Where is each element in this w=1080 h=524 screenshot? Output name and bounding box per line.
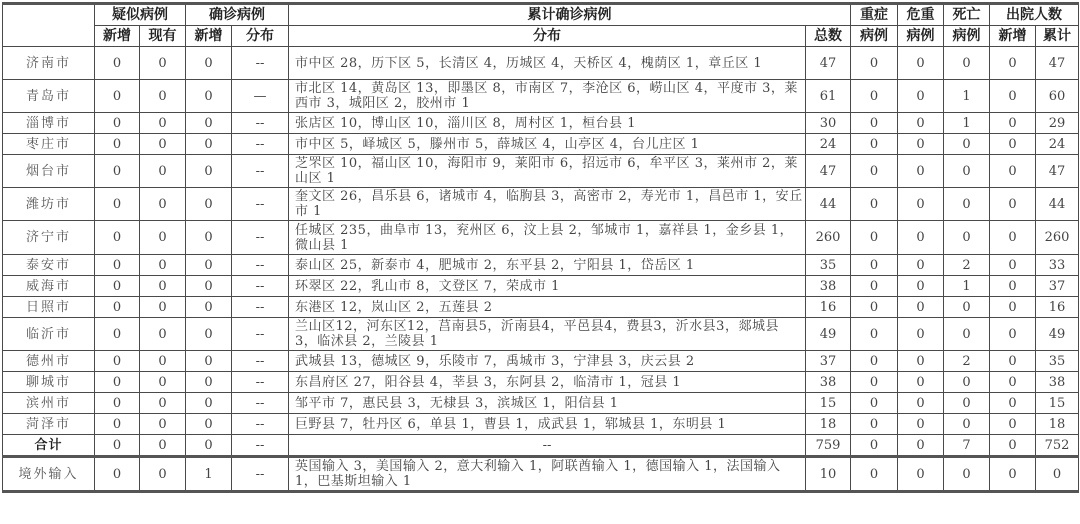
severe-cell: 0 <box>851 80 898 113</box>
cumulative-distribution-cell: 东昌府区 27，阳谷县 4，莘县 3，东阿县 2，临清市 1，冠县 1 <box>289 372 806 393</box>
critical-cell: 0 <box>898 457 944 492</box>
discharged-new-cell: 0 <box>990 457 1036 492</box>
cumulative-distribution-cell: 市北区 14，黄岛区 13，即墨区 8，市南区 7，李沧区 6，崂山区 4，平度市 3，莱西市 3，城阳区 2，胶州市 1 <box>289 80 806 113</box>
suspected-new-cell: 0 <box>95 435 140 457</box>
deaths-cell: 2 <box>944 255 990 276</box>
deaths-cell: 0 <box>944 318 990 351</box>
table-row <box>3 113 1079 134</box>
deaths-cell: 1 <box>944 113 990 134</box>
severe-cell: 0 <box>851 113 898 134</box>
suspected-current-cell: 0 <box>140 80 186 113</box>
critical-cell: 0 <box>898 393 944 414</box>
suspected-current-cell: 0 <box>140 297 186 318</box>
critical-cell: 0 <box>898 155 944 188</box>
table-row <box>3 297 1079 318</box>
critical-cell: 0 <box>898 276 944 297</box>
severe-cell: 0 <box>851 255 898 276</box>
confirmed-distribution-cell: -- <box>232 221 289 255</box>
confirmed-distribution-cell: -- <box>232 435 289 457</box>
confirmed-new-cell: 0 <box>186 80 232 113</box>
discharged-new-cell: 0 <box>990 134 1036 155</box>
discharged-cumulative-cell: 37 <box>1036 276 1079 297</box>
covid-case-table <box>2 2 1079 493</box>
discharged-new-cell: 0 <box>990 297 1036 318</box>
severe-cell: 0 <box>851 435 898 457</box>
confirmed-distribution-cell: -- <box>232 47 289 80</box>
confirmed-distribution-cell: -- <box>232 414 289 435</box>
confirmed-new-cell: 0 <box>186 134 232 155</box>
confirmed-distribution-cell: -- <box>232 372 289 393</box>
suspected-new-cell: 0 <box>95 155 140 188</box>
total-cell: 260 <box>806 221 851 255</box>
discharged-cumulative-cell: 0 <box>1036 457 1079 492</box>
confirmed-new-cell: 1 <box>186 457 232 492</box>
city-cell: 德州市 <box>3 351 95 372</box>
suspected-current-cell: 0 <box>140 435 186 457</box>
header-suspected-new: 新增 <box>95 26 140 47</box>
header-suspected: 疑似病例 <box>95 4 186 26</box>
table-row <box>3 155 1079 188</box>
deaths-cell: 2 <box>944 351 990 372</box>
discharged-cumulative-cell: 15 <box>1036 393 1079 414</box>
city-cell: 淄博市 <box>3 113 95 134</box>
confirmed-new-cell: 0 <box>186 276 232 297</box>
table-row <box>3 80 1079 113</box>
deaths-cell: 1 <box>944 80 990 113</box>
suspected-new-cell: 0 <box>95 80 140 113</box>
confirmed-distribution-cell: -- <box>232 351 289 372</box>
confirmed-distribution-cell: -- <box>232 113 289 134</box>
confirmed-new-cell: 0 <box>186 188 232 221</box>
cumulative-distribution-cell: 泰山区 25，新泰市 4，肥城市 2，东平县 2，宁阳县 1，岱岳区 1 <box>289 255 806 276</box>
discharged-new-cell: 0 <box>990 113 1036 134</box>
discharged-new-cell: 0 <box>990 255 1036 276</box>
cumulative-distribution-cell: 邹平市 7，惠民县 3，无棣县 3，滨城区 1，阳信县 1 <box>289 393 806 414</box>
confirmed-distribution-cell: -- <box>232 297 289 318</box>
discharged-cumulative-cell: 752 <box>1036 435 1079 457</box>
critical-cell: 0 <box>898 435 944 457</box>
cumulative-distribution-cell: 奎文区 26，昌乐县 6，诸城市 4，临朐县 3，高密市 2，寿光市 1，昌邑市 1，安丘市 1 <box>289 188 806 221</box>
severe-cell: 0 <box>851 351 898 372</box>
suspected-new-cell: 0 <box>95 276 140 297</box>
discharged-new-cell: 0 <box>990 155 1036 188</box>
discharged-cumulative-cell: 49 <box>1036 318 1079 351</box>
discharged-new-cell: 0 <box>990 318 1036 351</box>
discharged-cumulative-cell: 60 <box>1036 80 1079 113</box>
deaths-cell: 0 <box>944 457 990 492</box>
total-cell: 38 <box>806 372 851 393</box>
discharged-new-cell: 0 <box>990 47 1036 80</box>
discharged-cumulative-cell: 38 <box>1036 372 1079 393</box>
header-discharged-cumulative: 累计 <box>1036 26 1079 47</box>
total-cell: 49 <box>806 318 851 351</box>
suspected-new-cell: 0 <box>95 188 140 221</box>
discharged-cumulative-cell: 24 <box>1036 134 1079 155</box>
critical-cell: 0 <box>898 221 944 255</box>
import-row <box>3 457 1079 492</box>
city-cell: 枣庄市 <box>3 134 95 155</box>
confirmed-distribution-cell: -- <box>232 276 289 297</box>
header-critical-l1: 危重 <box>898 4 944 26</box>
total-cell: 35 <box>806 255 851 276</box>
confirmed-distribution-cell: -- <box>232 188 289 221</box>
discharged-new-cell: 0 <box>990 276 1036 297</box>
critical-cell: 0 <box>898 134 944 155</box>
discharged-cumulative-cell: 260 <box>1036 221 1079 255</box>
table-row <box>3 393 1079 414</box>
discharged-new-cell: 0 <box>990 80 1036 113</box>
deaths-cell: 0 <box>944 155 990 188</box>
table-row <box>3 351 1079 372</box>
header-total: 总数 <box>806 26 851 47</box>
deaths-cell: 0 <box>944 221 990 255</box>
critical-cell: 0 <box>898 47 944 80</box>
city-cell: 烟台市 <box>3 155 95 188</box>
severe-cell: 0 <box>851 318 898 351</box>
deaths-cell: 0 <box>944 414 990 435</box>
suspected-current-cell: 0 <box>140 155 186 188</box>
total-cell: 47 <box>806 155 851 188</box>
discharged-cumulative-cell: 35 <box>1036 351 1079 372</box>
confirmed-new-cell: 0 <box>186 318 232 351</box>
confirmed-new-cell: 0 <box>186 113 232 134</box>
header-severe-l1: 重症 <box>851 4 898 26</box>
cumulative-distribution-cell: 任城区 235，曲阜市 13，兖州区 6，汶上县 2，邹城市 1，嘉祥县 1，金乡县 1，微山县 1 <box>289 221 806 255</box>
header-deaths-l2: 病例 <box>944 26 990 47</box>
suspected-current-cell: 0 <box>140 457 186 492</box>
suspected-new-cell: 0 <box>95 113 140 134</box>
city-cell: 青岛市 <box>3 80 95 113</box>
suspected-current-cell: 0 <box>140 318 186 351</box>
critical-cell: 0 <box>898 188 944 221</box>
confirmed-new-cell: 0 <box>186 372 232 393</box>
header-confirmed-distribution: 分布 <box>232 26 289 47</box>
city-cell: 济南市 <box>3 47 95 80</box>
suspected-current-cell: 0 <box>140 351 186 372</box>
city-cell: 滨州市 <box>3 393 95 414</box>
critical-cell: 0 <box>898 414 944 435</box>
cumulative-distribution-cell: 兰山区12，河东区12，莒南县5，沂南县4，平邑县4，费县3，沂水县3，郯城县 3，临沭县 2，兰陵县 1 <box>289 318 806 351</box>
cumulative-distribution-cell: 武城县 13，德城区 9，乐陵市 7，禹城市 3，宁津县 3，庆云县 2 <box>289 351 806 372</box>
confirmed-distribution-cell: -- <box>232 393 289 414</box>
city-cell: 合计 <box>3 435 95 457</box>
confirmed-new-cell: 0 <box>186 393 232 414</box>
deaths-cell: 0 <box>944 188 990 221</box>
deaths-cell: 7 <box>944 435 990 457</box>
suspected-current-cell: 0 <box>140 188 186 221</box>
cumulative-distribution-cell: 英国输入 3，美国输入 2，意大利输入 1，阿联酋输入 1，德国输入 1，法国输入 1，巴基斯坦输入 1 <box>289 457 806 492</box>
city-cell: 威海市 <box>3 276 95 297</box>
suspected-current-cell: 0 <box>140 47 186 80</box>
severe-cell: 0 <box>851 457 898 492</box>
suspected-new-cell: 0 <box>95 414 140 435</box>
deaths-cell: 0 <box>944 47 990 80</box>
header-suspected-current: 现有 <box>140 26 186 47</box>
confirmed-distribution-cell: -- <box>232 318 289 351</box>
total-cell: 24 <box>806 134 851 155</box>
cumulative-distribution-cell: 东港区 12，岚山区 2，五莲县 2 <box>289 297 806 318</box>
header-discharged: 出院人数 <box>990 4 1079 26</box>
suspected-new-cell: 0 <box>95 393 140 414</box>
critical-cell: 0 <box>898 297 944 318</box>
critical-cell: 0 <box>898 113 944 134</box>
cumulative-distribution-cell: 巨野县 7，牡丹区 6，单县 1，曹县 1，成武县 1，郓城县 1，东明县 1 <box>289 414 806 435</box>
confirmed-new-cell: 0 <box>186 255 232 276</box>
total-cell: 18 <box>806 414 851 435</box>
critical-cell: 0 <box>898 372 944 393</box>
confirmed-distribution-cell: -- <box>232 155 289 188</box>
suspected-new-cell: 0 <box>95 351 140 372</box>
total-row <box>3 435 1079 457</box>
suspected-new-cell: 0 <box>95 457 140 492</box>
total-cell: 38 <box>806 276 851 297</box>
suspected-new-cell: 0 <box>95 372 140 393</box>
total-cell: 61 <box>806 80 851 113</box>
table-row <box>3 414 1079 435</box>
critical-cell: 0 <box>898 351 944 372</box>
confirmed-distribution-cell: -- <box>232 134 289 155</box>
total-cell: 10 <box>806 457 851 492</box>
suspected-new-cell: 0 <box>95 134 140 155</box>
suspected-current-cell: 0 <box>140 414 186 435</box>
header-row-1 <box>3 4 1079 26</box>
table-row <box>3 47 1079 80</box>
discharged-cumulative-cell: 44 <box>1036 188 1079 221</box>
cumulative-distribution-cell: 市中区 28，历下区 5，长清区 4，历城区 4，天桥区 4，槐荫区 1，章丘区 1 <box>289 47 806 80</box>
city-cell: 潍坊市 <box>3 188 95 221</box>
cumulative-distribution-cell: -- <box>289 435 806 457</box>
discharged-cumulative-cell: 16 <box>1036 297 1079 318</box>
deaths-cell: 0 <box>944 297 990 318</box>
suspected-new-cell: 0 <box>95 47 140 80</box>
total-cell: 15 <box>806 393 851 414</box>
total-cell: 44 <box>806 188 851 221</box>
discharged-cumulative-cell: 29 <box>1036 113 1079 134</box>
suspected-current-cell: 0 <box>140 372 186 393</box>
city-cell: 日照市 <box>3 297 95 318</box>
suspected-current-cell: 0 <box>140 276 186 297</box>
confirmed-new-cell: 0 <box>186 221 232 255</box>
severe-cell: 0 <box>851 188 898 221</box>
suspected-current-cell: 0 <box>140 255 186 276</box>
city-cell: 临沂市 <box>3 318 95 351</box>
severe-cell: 0 <box>851 221 898 255</box>
discharged-new-cell: 0 <box>990 393 1036 414</box>
deaths-cell: 0 <box>944 372 990 393</box>
discharged-new-cell: 0 <box>990 188 1036 221</box>
discharged-cumulative-cell: 47 <box>1036 47 1079 80</box>
discharged-cumulative-cell: 33 <box>1036 255 1079 276</box>
confirmed-new-cell: 0 <box>186 414 232 435</box>
suspected-new-cell: 0 <box>95 221 140 255</box>
confirmed-new-cell: 0 <box>186 297 232 318</box>
severe-cell: 0 <box>851 297 898 318</box>
suspected-current-cell: 0 <box>140 113 186 134</box>
table-row <box>3 372 1079 393</box>
header-cumulative-distribution: 分布 <box>289 26 806 47</box>
cumulative-distribution-cell: 张店区 10，博山区 10，淄川区 8，周村区 1，桓台县 1 <box>289 113 806 134</box>
severe-cell: 0 <box>851 276 898 297</box>
header-confirmed-new: 新增 <box>186 26 232 47</box>
critical-cell: 0 <box>898 318 944 351</box>
confirmed-distribution-cell: — <box>232 80 289 113</box>
table-body <box>3 47 1079 492</box>
suspected-current-cell: 0 <box>140 134 186 155</box>
suspected-current-cell: 0 <box>140 393 186 414</box>
confirmed-new-cell: 0 <box>186 435 232 457</box>
confirmed-distribution-cell: -- <box>232 255 289 276</box>
city-cell: 境外输入 <box>3 457 95 492</box>
total-cell: 47 <box>806 47 851 80</box>
table-row <box>3 134 1079 155</box>
discharged-new-cell: 0 <box>990 372 1036 393</box>
table-row <box>3 276 1079 297</box>
header-confirmed: 确诊病例 <box>186 4 289 26</box>
total-cell: 30 <box>806 113 851 134</box>
discharged-new-cell: 0 <box>990 351 1036 372</box>
suspected-new-cell: 0 <box>95 255 140 276</box>
header-row-2 <box>3 26 1079 47</box>
header-discharged-new: 新增 <box>990 26 1036 47</box>
critical-cell: 0 <box>898 80 944 113</box>
confirmed-new-cell: 0 <box>186 155 232 188</box>
header-cumulative: 累计确诊病例 <box>289 4 851 26</box>
confirmed-distribution-cell: -- <box>232 457 289 492</box>
deaths-cell: 0 <box>944 393 990 414</box>
critical-cell: 0 <box>898 255 944 276</box>
severe-cell: 0 <box>851 47 898 80</box>
severe-cell: 0 <box>851 414 898 435</box>
header-critical-l2: 病例 <box>898 26 944 47</box>
city-cell: 泰安市 <box>3 255 95 276</box>
header-severe-l2: 病例 <box>851 26 898 47</box>
table-row <box>3 221 1079 255</box>
city-cell: 聊城市 <box>3 372 95 393</box>
total-cell: 759 <box>806 435 851 457</box>
header-deaths-l1: 死亡 <box>944 4 990 26</box>
severe-cell: 0 <box>851 155 898 188</box>
deaths-cell: 0 <box>944 134 990 155</box>
severe-cell: 0 <box>851 134 898 155</box>
discharged-new-cell: 0 <box>990 414 1036 435</box>
discharged-new-cell: 0 <box>990 435 1036 457</box>
discharged-new-cell: 0 <box>990 221 1036 255</box>
severe-cell: 0 <box>851 393 898 414</box>
cumulative-distribution-cell: 环翠区 22，乳山市 8，文登区 7，荣成市 1 <box>289 276 806 297</box>
cumulative-distribution-cell: 芝罘区 10，福山区 10，海阳市 9，莱阳市 6，招远市 6，牟平区 3，莱州市 2，莱山区 1 <box>289 155 806 188</box>
total-cell: 16 <box>806 297 851 318</box>
discharged-cumulative-cell: 18 <box>1036 414 1079 435</box>
city-cell: 菏泽市 <box>3 414 95 435</box>
table-row <box>3 188 1079 221</box>
confirmed-new-cell: 0 <box>186 351 232 372</box>
severe-cell: 0 <box>851 372 898 393</box>
table-row <box>3 255 1079 276</box>
cumulative-distribution-cell: 市中区 5，峄城区 5，滕州市 5，薛城区 4，山亭区 4，台儿庄区 1 <box>289 134 806 155</box>
suspected-current-cell: 0 <box>140 221 186 255</box>
deaths-cell: 1 <box>944 276 990 297</box>
city-cell: 济宁市 <box>3 221 95 255</box>
discharged-cumulative-cell: 47 <box>1036 155 1079 188</box>
suspected-new-cell: 0 <box>95 297 140 318</box>
table-row <box>3 318 1079 351</box>
confirmed-new-cell: 0 <box>186 47 232 80</box>
header-corner <box>3 4 95 47</box>
suspected-new-cell: 0 <box>95 318 140 351</box>
total-cell: 37 <box>806 351 851 372</box>
